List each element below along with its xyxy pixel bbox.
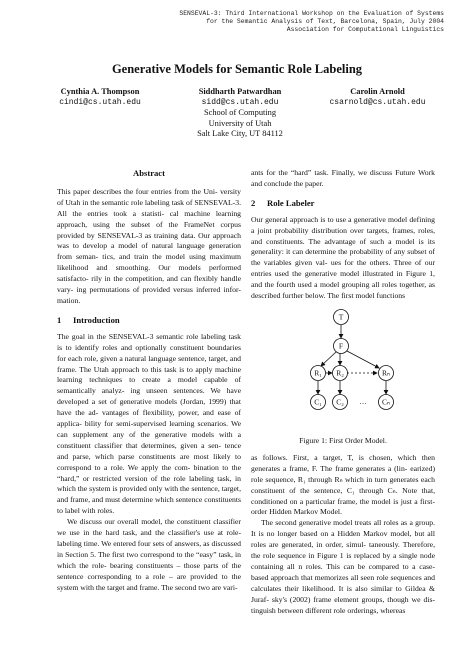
affiliation-line: School of Computing bbox=[203, 108, 277, 117]
author-name: Carolin Arnold bbox=[350, 87, 405, 96]
right-column bbox=[251, 168, 435, 616]
header-line: SENSEVAL-3: Third International Workshop on the Evaluation of Systems bbox=[179, 10, 444, 17]
author-name: Siddharth Patwardhan bbox=[198, 87, 282, 96]
header-line: Association for Computational Linguistics bbox=[286, 26, 444, 34]
label-ellipsis: … bbox=[359, 396, 367, 406]
author-name: Cynthia A. Thompson bbox=[60, 87, 140, 96]
section-title: Introduction bbox=[73, 314, 120, 325]
affiliation-line: Salt Lake City, UT 84112 bbox=[197, 129, 283, 138]
label-r2: R₂ bbox=[336, 368, 344, 378]
label-cn: Cₙ bbox=[382, 397, 390, 407]
label-rn: Rₙ bbox=[382, 368, 390, 378]
figure-first-order-model bbox=[251, 306, 435, 434]
section-number: 1 bbox=[57, 314, 62, 325]
role-labeler-paragraph-1: Our general approach is to use a generative model defining a joint probability distribution over targets, frames, roles, and constituents. The advantage of such a model is its generality: it can determine the probability of any subset of the variables given val- ues for the others. Three of our entries used the generative model illustrated in Figure 1, and the fourth used a model grouping all roles together, as described further below. The first model functions bbox=[251, 214, 436, 301]
paper-title: Generative Models for Semantic Role Labeling bbox=[111, 62, 363, 76]
label-f: F bbox=[338, 341, 344, 351]
abstract-heading: Abstract bbox=[133, 168, 165, 178]
section-title: Role Labeler bbox=[267, 197, 315, 208]
continued-paragraph: ants for the “hard” task. Finally, we discuss Future Work and conclude the paper. bbox=[251, 168, 435, 188]
label-r1: R₁ bbox=[314, 368, 322, 378]
section-number: 2 bbox=[251, 197, 256, 208]
header-line: for the Semantic Analysis of Text, Barcelona, Spain, July 2004 bbox=[206, 18, 444, 26]
role-labeler-paragraph-2: as follows. First, a target, T, is chosen, which then generates a frame, F. The frame generates a (lin- earized) role sequence, R₁ through Rₙ which in turn generates each constituent of the sentence, C₁ through Cₙ. Note that, conditioned on a particular frame, the model is just a first-order Hidden Markov Model. bbox=[251, 452, 436, 517]
figure-caption: Figure 1: First Order Model. bbox=[299, 435, 387, 445]
left-column bbox=[57, 168, 241, 594]
abstract-text: This paper describes the four entries from the Uni- versity of Utah in the semantic role labeling task of SENSEVAL-3. All the entries took a statisti- cal machine learning approach, using the subset of the FrameNet corpus provided by SENSEVAL-3 as training data. Our approach was to develop a model of natural language generation from seman- tics, and train the model using maximum likelihood and smoothing. Our models performed satisfacto- rily in the competition, and can flexibly handle vary- ing permutations of provided versus inferred infor- mation. bbox=[57, 186, 242, 305]
label-c2: C₂ bbox=[336, 397, 344, 407]
edge-f-r1 bbox=[321, 352, 336, 366]
label-c1: C₁ bbox=[314, 397, 322, 407]
role-labeler-paragraph-3: The second generative model treats all roles as a group. It is no longer based on a Hidden Markov model, but all roles are generated, in order, simul- taneously. Therefore, the role sequence in Figure 1 is replaced by a single node containing all n roles. This can be compared to a case-based approach that memorizes all seen role sequences and calculates their likelihood. It is also similar to Gildea & Juraf- sky's (2002) frame element groups, though we dis- tinguish between different role orderings, whereas bbox=[251, 518, 436, 615]
intro-paragraph-2: We discuss our overall model, the constituent classifier we use in the hard task, and the classifier's use at role-labeling time. We entered four sets of answers, as discussed in Section 5. The first two correspond to the “easy” task, in which the role- bearing constituents – those parts of the sentence corresponding to a role – are provided to the system with the target and frame. The second two are vari- bbox=[57, 517, 242, 592]
proceedings-header bbox=[114, 10, 444, 35]
intro-paragraph-1: The goal in the SENSEVAL-3 semantic role labeling task is to identify roles and optionally constituent boundaries for each role, given a natural language sentence, target, and frame. The Utah approach to this task is to apply machine learning techniques to create a model capable of semantically analyz- ing unseen sentences. We have developed a set of generative models (Jordan, 1999) that have the ad- vantages of flexibility, power, and ease of applica- bility for semi-supervised learning scenarios. We can supplement any of the generative models with a constituent classifier that determines, given a sen- tence and parse, which parse constituents are most likely to correspond to a role. We apply the com- bination to the “hard,” or restricted version of the role labeling task, in which the system is provided only with the sentence, target, and frame, and must determine which sentence constituents to label with roles. bbox=[57, 331, 242, 516]
author-arnold bbox=[315, 87, 440, 108]
affiliation-line: University of Utah bbox=[208, 118, 272, 128]
label-t: T bbox=[338, 312, 344, 322]
author-patwardhan bbox=[175, 87, 305, 140]
section-heading-introduction bbox=[57, 315, 241, 326]
edge-f-rn bbox=[347, 351, 379, 368]
author-email: csarnold@cs.utah.edu bbox=[329, 97, 426, 107]
author-email: cindi@cs.utah.edu bbox=[59, 97, 141, 107]
author-thompson bbox=[40, 87, 160, 108]
section-heading-role-labeler bbox=[251, 198, 435, 209]
author-block bbox=[40, 87, 440, 147]
author-email: sidd@cs.utah.edu bbox=[201, 97, 279, 107]
model-diagram bbox=[251, 306, 435, 434]
